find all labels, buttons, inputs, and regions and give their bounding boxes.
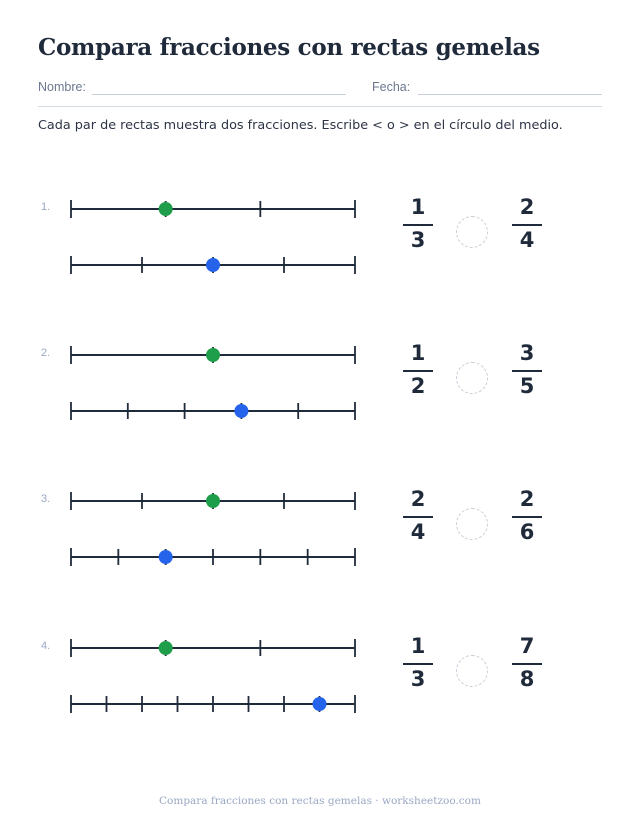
right-numerator: 7 bbox=[519, 634, 535, 658]
bottom-fraction-point bbox=[234, 404, 248, 418]
fraction-bar bbox=[403, 663, 433, 665]
answer-circle[interactable] bbox=[456, 362, 488, 394]
problem-number: 2. bbox=[41, 347, 51, 359]
top-fraction-point bbox=[159, 641, 173, 655]
right-numerator: 3 bbox=[519, 341, 535, 365]
right-numerator: 2 bbox=[519, 195, 535, 219]
top-fraction-point bbox=[206, 494, 220, 508]
problem-1 bbox=[0, 195, 640, 329]
answer-circle[interactable] bbox=[456, 216, 488, 248]
left-numerator: 1 bbox=[410, 341, 426, 365]
right-denominator: 4 bbox=[519, 228, 535, 252]
bottom-fraction-point bbox=[159, 550, 173, 564]
problem-number: 3. bbox=[41, 493, 51, 505]
header-divider bbox=[38, 106, 602, 107]
left-numerator: 1 bbox=[410, 195, 426, 219]
date-field[interactable] bbox=[418, 94, 602, 95]
bottom-fraction-point bbox=[313, 697, 327, 711]
worksheet-title: Compara fracciones con rectas gemelas bbox=[38, 34, 540, 61]
fraction-bar bbox=[403, 370, 433, 372]
fraction-bar bbox=[512, 516, 542, 518]
answer-circle[interactable] bbox=[456, 508, 488, 540]
left-numerator: 1 bbox=[410, 634, 426, 658]
right-denominator: 6 bbox=[519, 520, 535, 544]
number-line-pair bbox=[0, 481, 380, 571]
instructions-text: Cada par de rectas muestra dos fracciones. Escribe < o > en el círculo del medio. bbox=[38, 118, 563, 133]
problem-number: 1. bbox=[41, 201, 51, 213]
top-fraction-point bbox=[206, 348, 220, 362]
top-fraction-point bbox=[159, 202, 173, 216]
footer-text: Compara fracciones con rectas gemelas · worksheetzoo.com bbox=[159, 795, 481, 807]
answer-circle[interactable] bbox=[456, 655, 488, 687]
problem-3 bbox=[0, 487, 640, 621]
fraction-bar bbox=[512, 224, 542, 226]
left-denominator: 3 bbox=[410, 667, 426, 691]
problem-4 bbox=[0, 634, 640, 768]
right-denominator: 5 bbox=[519, 374, 535, 398]
left-denominator: 2 bbox=[410, 374, 426, 398]
left-denominator: 3 bbox=[410, 228, 426, 252]
right-denominator: 8 bbox=[519, 667, 535, 691]
date-label: Fecha: bbox=[372, 80, 411, 94]
left-numerator: 2 bbox=[410, 487, 426, 511]
name-field[interactable] bbox=[92, 94, 346, 95]
problem-2 bbox=[0, 341, 640, 475]
bottom-fraction-point bbox=[206, 258, 220, 272]
fraction-bar bbox=[403, 516, 433, 518]
number-line-pair bbox=[0, 189, 380, 279]
problem-number: 4. bbox=[41, 640, 51, 652]
left-denominator: 4 bbox=[410, 520, 426, 544]
right-numerator: 2 bbox=[519, 487, 535, 511]
number-line-pair bbox=[0, 335, 380, 425]
fraction-bar bbox=[512, 663, 542, 665]
number-line-pair bbox=[0, 628, 380, 718]
fraction-bar bbox=[403, 224, 433, 226]
name-label: Nombre: bbox=[38, 80, 86, 94]
fraction-bar bbox=[512, 370, 542, 372]
